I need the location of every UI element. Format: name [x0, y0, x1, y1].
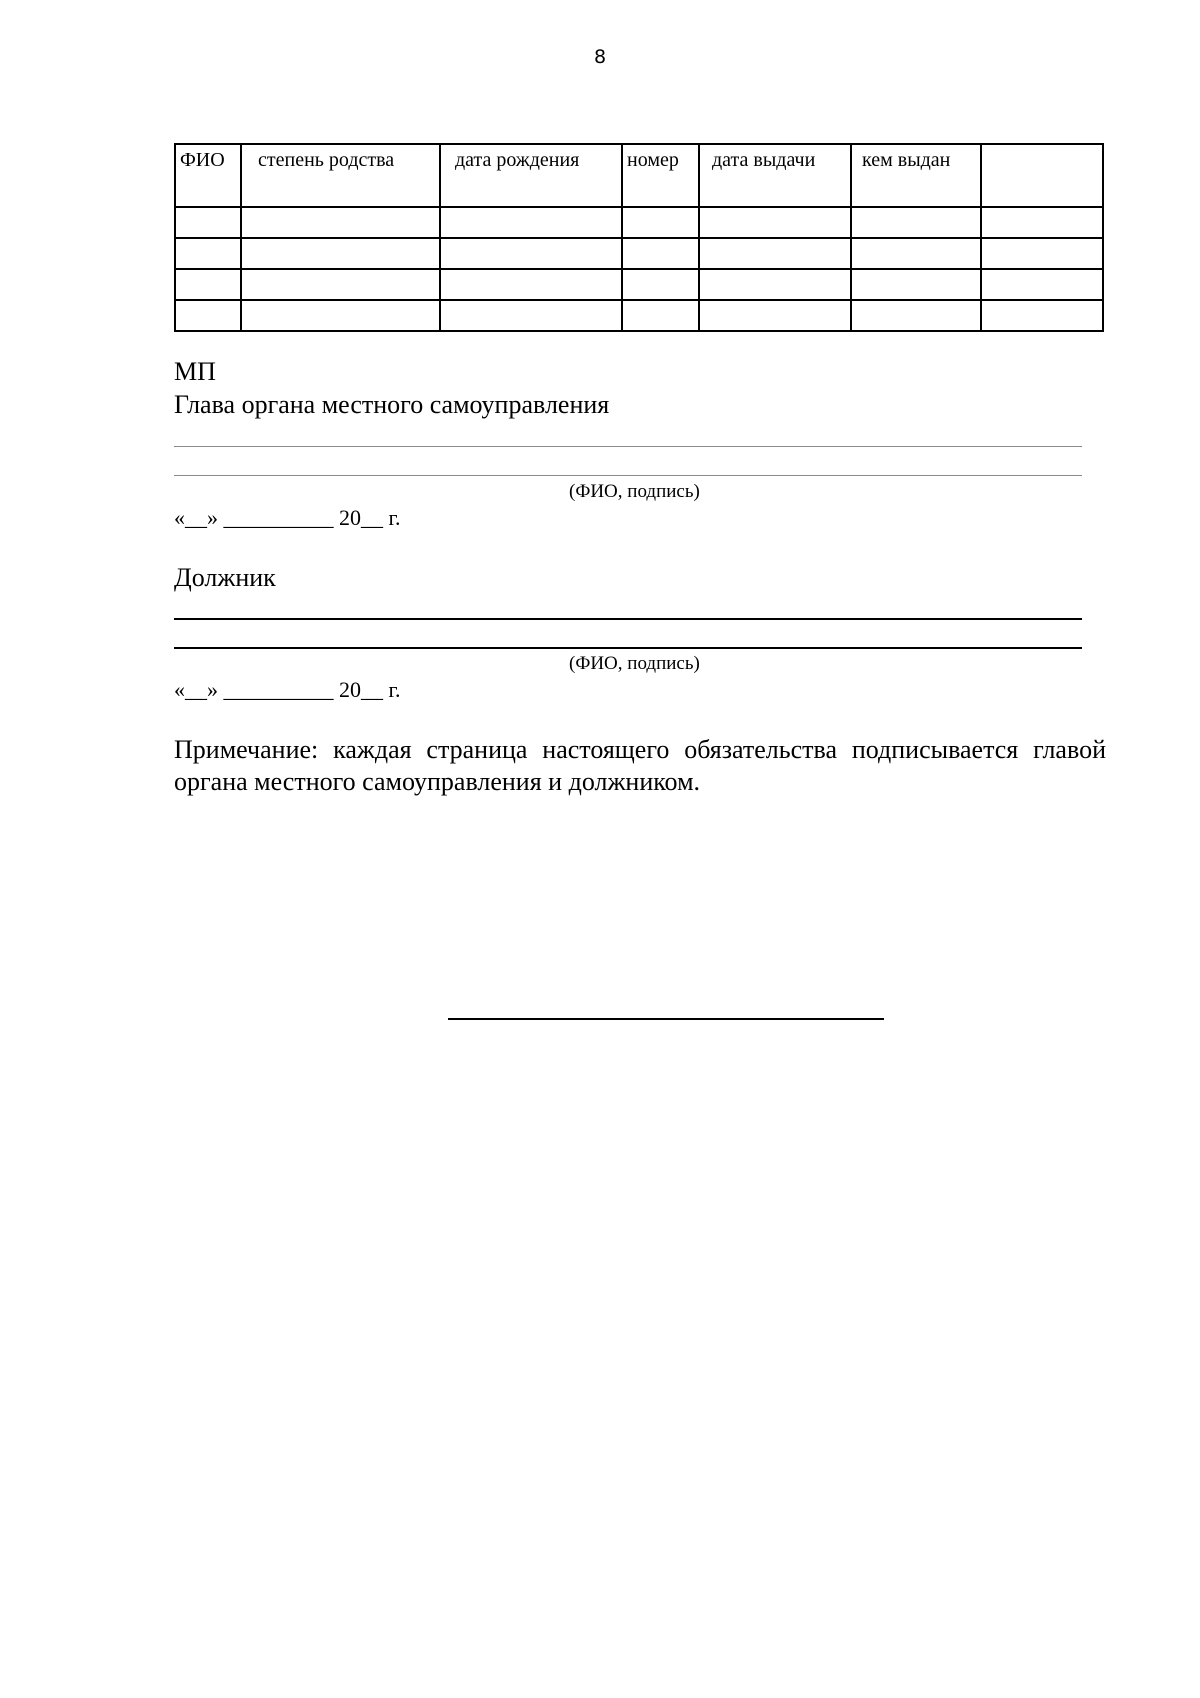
- table-cell: [622, 269, 699, 300]
- header-issued-by: кем выдан: [851, 144, 981, 207]
- table-cell: [622, 238, 699, 269]
- stamp-label: МП: [174, 357, 216, 386]
- table-cell: [241, 207, 440, 238]
- table-cell: [241, 269, 440, 300]
- table-cell: [440, 238, 622, 269]
- page-number: 8: [593, 46, 607, 68]
- table-cell: [851, 269, 981, 300]
- header-number: номер: [622, 144, 699, 207]
- table-cell: [175, 300, 241, 331]
- table-row: [175, 238, 1103, 269]
- head-title: Глава органа местного самоуправления: [174, 390, 610, 419]
- table-cell: [175, 269, 241, 300]
- table-cell: [622, 207, 699, 238]
- table-cell: [241, 238, 440, 269]
- table-cell: [699, 300, 851, 331]
- table-cell: [175, 238, 241, 269]
- table-cell: [440, 207, 622, 238]
- date-line: «__» __________ 20__ г.: [174, 505, 401, 530]
- table-cell: [981, 300, 1103, 331]
- signature-line: [174, 618, 1082, 620]
- debtor-title: Должник: [174, 563, 276, 592]
- table-cell: [981, 269, 1103, 300]
- table-cell: [622, 300, 699, 331]
- header-relation: степень родства: [241, 144, 440, 207]
- signature-line: [174, 647, 1082, 649]
- note-paragraph: Примечание: каждая страница настоящего обязательства подписывается главой органа местного самоуправления и должником.: [174, 735, 1106, 796]
- header-empty: [981, 144, 1103, 207]
- table-cell: [851, 238, 981, 269]
- fio-caption: (ФИО, подпись): [569, 481, 700, 502]
- table-cell: [981, 207, 1103, 238]
- table-row: [175, 269, 1103, 300]
- table-row: [175, 300, 1103, 331]
- fio-caption: (ФИО, подпись): [569, 653, 700, 674]
- date-line: «__» __________ 20__ г.: [174, 677, 401, 702]
- table-row: [175, 207, 1103, 238]
- signature-line: [174, 446, 1082, 447]
- table-cell: [440, 300, 622, 331]
- end-line: [448, 1018, 884, 1020]
- table-cell: [981, 238, 1103, 269]
- relatives-table: [174, 143, 1104, 332]
- header-fio: ФИО: [175, 144, 241, 207]
- table-cell: [851, 207, 981, 238]
- table-cell: [440, 269, 622, 300]
- table-header-row: [175, 144, 1103, 207]
- table-cell: [699, 207, 851, 238]
- table-cell: [175, 207, 241, 238]
- table-cell: [699, 238, 851, 269]
- table-cell: [241, 300, 440, 331]
- header-issue-date: дата выдачи: [699, 144, 851, 207]
- signature-line: [174, 475, 1082, 476]
- table-cell: [851, 300, 981, 331]
- table-cell: [699, 269, 851, 300]
- header-birth-date: дата рождения: [440, 144, 622, 207]
